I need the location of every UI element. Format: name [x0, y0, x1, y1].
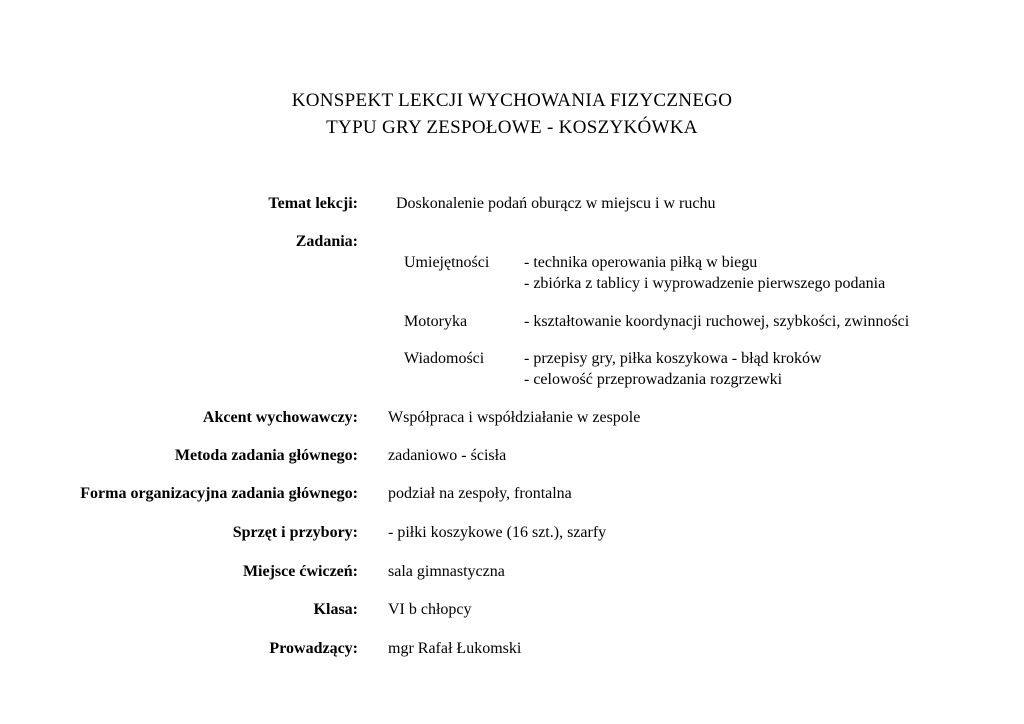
topic-label: Temat lekcji: — [268, 195, 358, 212]
class-label: Klasa: — [313, 601, 358, 618]
instructor-value: mgr Rafał Łukomski — [388, 640, 522, 657]
equipment-label: Sprzęt i przybory: — [232, 524, 358, 541]
location-label: Miejsce ćwiczeń: — [242, 563, 358, 580]
topic-value: Doskonalenie podań oburącz w miejscu i w ruchu — [396, 195, 716, 212]
location-value: sala gimnastyczna — [388, 563, 505, 580]
organization-form-label: Forma organizacyjna zadania głównego: — [80, 485, 358, 502]
method-label: Metoda zadania głównego: — [174, 447, 358, 464]
knowledge-item: - przepisy gry, piłka koszykowa - błąd kroków — [524, 350, 822, 367]
knowledge-item: - celowość przeprowadzania rozgrzewki — [524, 371, 783, 388]
skills-item: - technika operowania piłką w biegu — [524, 254, 758, 271]
class-value: VI b chłopcy — [388, 601, 472, 618]
organization-form-value: podział na zespoły, frontalna — [388, 485, 572, 502]
method-value: zadaniowo - ścisła — [388, 447, 507, 464]
knowledge-label: Wiadomości — [404, 350, 485, 367]
document-title-line-2: TYPU GRY ZESPOŁOWE - KOSZYKÓWKA — [326, 117, 698, 138]
document-title-line-1: KONSPEKT LEKCJI WYCHOWANIA FIZYCZNEGO — [291, 90, 733, 111]
educational-accent-value: Współpraca i współdziałanie w zespole — [388, 409, 641, 426]
motor-label: Motoryka — [404, 313, 468, 330]
skills-item: - zbiórka z tablicy i wyprowadzenie pierwszego podania — [524, 275, 886, 292]
educational-accent-label: Akcent wychowawczy: — [202, 409, 358, 426]
tasks-label: Zadania: — [295, 233, 358, 250]
skills-label: Umiejętności — [404, 254, 490, 271]
instructor-label: Prowadzący: — [269, 640, 358, 657]
motor-item: - kształtowanie koordynacji ruchowej, szybkości, zwinności — [524, 313, 910, 330]
equipment-value: - piłki koszykowe (16 szt.), szarfy — [388, 524, 607, 541]
